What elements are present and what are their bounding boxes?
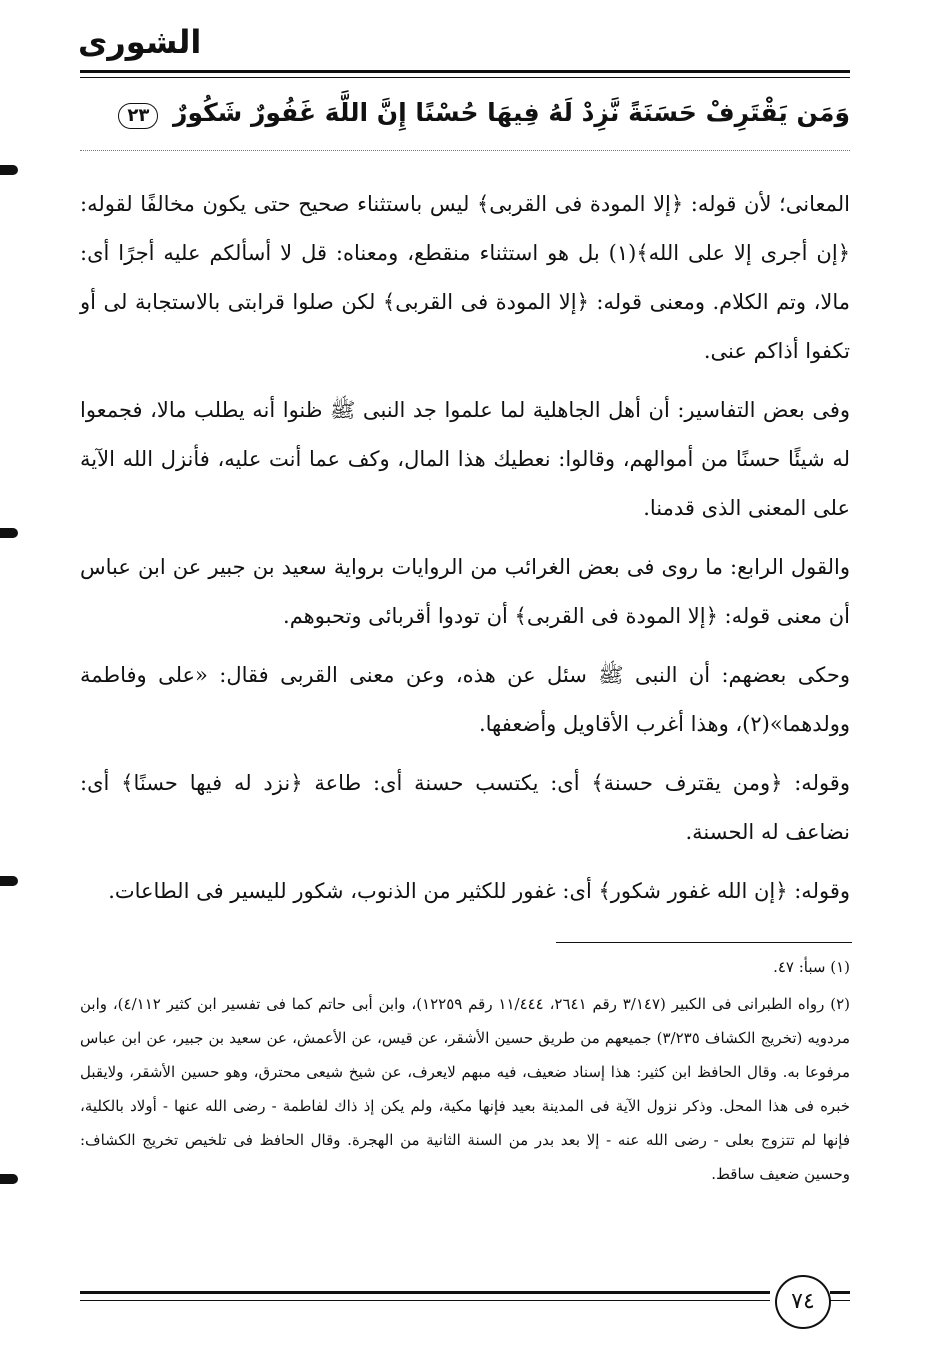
binding-mark xyxy=(0,1174,18,1184)
footer-rule-thin xyxy=(80,1300,770,1301)
footer-rule-thick-right xyxy=(830,1291,850,1294)
footnotes xyxy=(80,950,850,1194)
footer-rule-thick xyxy=(80,1291,770,1294)
header-rule-thin xyxy=(80,77,850,78)
paragraph: وقوله: ﴿إن الله غفور شكور﴾ أى: غفور للكثير من الذنوب، شكور لليسير فى الطاعات. xyxy=(108,879,850,903)
binding-mark xyxy=(0,165,18,175)
header-rule-thick xyxy=(80,70,850,73)
paragraph: والقول الرابع: ما روى فى بعض الغرائب من الروايات برواية سعيد بن جبير عن ابن عباس أن معنى قوله: ﴿إلا المودة فى القربى﴾ أن تودوا أقربائى وتحبوهم. xyxy=(80,555,850,628)
binding-mark xyxy=(0,876,18,886)
footnote-separator xyxy=(556,942,852,943)
verse-divider xyxy=(80,150,850,151)
page-number: ٧٤ xyxy=(775,1275,831,1329)
verse-number-badge: ٢٣ xyxy=(118,103,158,129)
footer-rule-thin-right xyxy=(830,1300,850,1301)
paragraph: وفى بعض التفاسير: أن أهل الجاهلية لما علموا جد النبى ﷺ ظنوا أنه يطلب مالا، فجمعوا له شيئًا حسنًا من أموالهم، وقالوا: نعطيك هذا المال، وكف عما أنت عليه، فأنزل الله الآية على المعنى الذى قدمنا. xyxy=(80,398,850,520)
paragraph: المعانى؛ لأن قوله: ﴿إلا المودة فى القربى﴾ ليس باستثناء صحيح حتى يكون مخالفًا لقوله: ﴿إن أجرى إلا على الله﴾(١) بل هو استثناء منقطع، ومعناه: قل لا أسألكم عليه أجرًا أى: مالا، وتم الكلام. ومعنى قوله: ﴿إلا المودة فى القربى﴾ لكن صلوا قرابتى بالاستجابة لى أو تكفوا أذاكم عنى. xyxy=(80,192,850,363)
paragraph: وقوله: ﴿ومن يقترف حسنة﴾ أى: يكتسب حسنة أى: طاعة ﴿نزد له فيها حسنًا﴾ أى: نضاعف له الحسنة. xyxy=(80,771,850,844)
quran-verse xyxy=(80,88,850,138)
running-title: الشورى xyxy=(78,23,202,61)
paragraph: وحكى بعضهم: أن النبى ﷺ سئل عن هذه، وعن معنى القربى فقال: «على وفاطمة وولدهما»(٢)، وهذا أغرب الأقاويل وأضعفها. xyxy=(80,663,850,736)
verse-text: وَمَن يَقْتَرِفْ حَسَنَةً نَّزِدْ لَهُ فِيهَا حُسْنًا إِنَّ اللَّهَ غَفُورٌ شَكُورٌ xyxy=(173,98,850,127)
footnote: (٢) رواه الطبرانى فى الكبير (٣/١٤٧ رقم ٢٦٤١، ١١/٤٤٤ رقم ١٢٢٥٩)، وابن أبى حاتم كما فى تفسير ابن كثير ٤/١١٢)، وابن مردويه (تخريج الكشاف ٣/٢٣٥) جميعهم من طريق حسين الأشقر، عن قيس، عن الأعمش، عن سعيد بن جبير، عن ابن عباس مرفوعا به. وقال الحافظ ابن كثير: هذا إسناد ضعيف، فيه مبهم لايعرف، عن شيخ شيعى محترق، وهو حسين الأشقر، ولايقبل خبره فى هذا المحل. وذكر نزول الآية فى المدينة بعيد فإنها مكية، ولم يكن إذ ذاك لفاطمة - رضى الله عنها - أولاد بالكلية، فإنها لم تتزوج بعلى - رضى الله عنه - إلا بعد بدر من السنة الثانية من الهجرة. وقال الحافظ فى تلخيص تخريج الكشاف: وحسين ضعيف ساقط. xyxy=(80,995,851,1183)
footnote: (١) سبأ: ٤٧. xyxy=(773,958,850,976)
commentary-body xyxy=(80,180,850,926)
binding-mark xyxy=(0,528,18,538)
